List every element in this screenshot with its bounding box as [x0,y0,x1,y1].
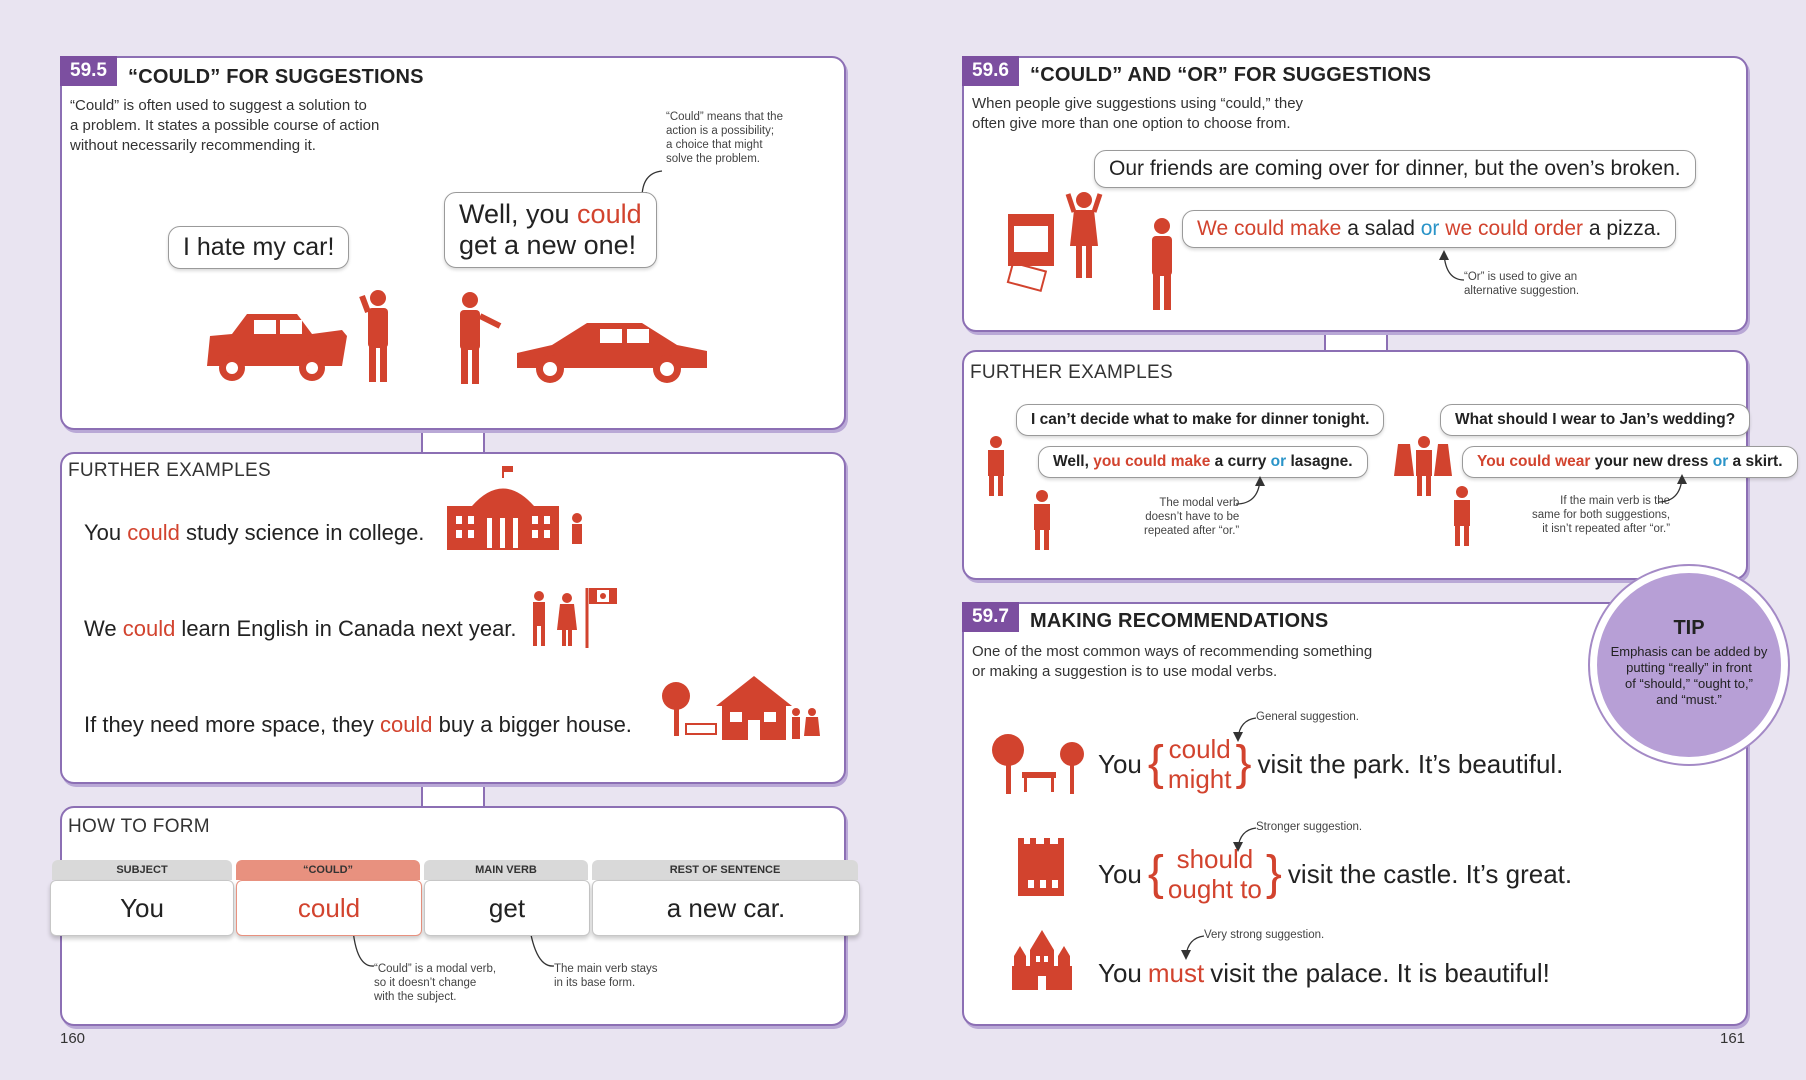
section-number: 59.7 [962,602,1019,632]
speech-bubble: Well, you could get a new one! [444,192,657,268]
intro-text: When people give suggestions using “could,” they often give more than one option to choose from. [972,95,1304,132]
speech-bubble: Our friends are coming over for dinner, but the oven’s broken. [1094,150,1696,188]
broken-oven-icon [1004,208,1064,298]
puzzle-piece-subject: You [50,880,234,936]
castle-icon [1014,834,1074,904]
arrow-icon [1434,246,1474,296]
annotation-note: General suggestion. [1256,711,1359,723]
annotation-note: The main verb stays in its base form. [554,963,658,989]
section-heading: FURTHER EXAMPLES [68,460,271,481]
person-icon [452,290,502,390]
annotation-note: Stronger suggestion. [1256,821,1363,833]
travelers-with-flag-icon [527,586,627,666]
speech-bubble: I can’t decide what to make for dinner tonight. [1016,404,1384,436]
recommendation-row: You { could might } visit the park. It’s beautiful. [1098,734,1564,794]
further-examples-panel [60,452,846,784]
example-sentence: If they need more space, they could buy a bigger house. [84,712,632,737]
tip-text: Emphasis can be added by putting “really” in front of “should,” “ought to,” and “must.” [1610,644,1768,707]
annotation-note: If the main verb is the same for both suggestions, it isn’t repeated after “or.” [1532,495,1671,535]
section-number: 59.6 [962,56,1019,86]
person-icon [1142,216,1182,316]
park-icon [990,730,1090,800]
intro-text: “Could” is often used to suggest a solution to a problem. It states a possible course of action without necessarily recommending it. [70,97,380,154]
page-number: 160 [60,1030,86,1047]
annotation-note: The modal verb doesn’t have to be repeated after “or.” [1144,497,1240,537]
example-sentence: We could learn English in Canada next year. [84,616,517,641]
frustrated-person-icon [358,288,398,388]
arrow-icon [1232,472,1272,512]
college-building-icon [442,466,582,556]
column-tab-could: “COULD” [236,860,420,880]
person-icon [1444,482,1484,552]
tip-title: TIP [1673,617,1705,639]
person-icon [1024,486,1064,556]
new-car-icon [512,313,712,383]
speech-bubble: You could wear your new dress or a skirt. [1462,446,1798,478]
column-tab-main-verb: MAIN VERB [424,860,588,880]
section-number: 59.5 [60,56,117,86]
annotation-note: “Could” is a modal verb, so it doesn’t change with the subject. [374,963,497,1003]
speech-bubble: Well, you could make a curry or lasagne. [1038,446,1368,478]
house-family-icon [646,676,826,756]
recommendation-row: You must visit the palace. It is beautiful! [1098,958,1550,988]
tip-circle [1590,566,1788,764]
section-title: “COULD” FOR SUGGESTIONS [128,66,424,88]
modal-options: should ought to [1167,844,1262,904]
section-59-6-panel [962,56,1748,332]
annotation-note: Very strong suggestion. [1204,929,1325,941]
example-sentence: You could study science in college. [84,520,425,545]
annotation-note: “Could” means that the action is a possibility; a choice that might solve the problem. [666,111,783,165]
page-number: 161 [1720,1030,1746,1047]
puzzle-piece-rest: a new car. [592,880,860,936]
arrow-icon [1654,470,1694,510]
speech-bubble: We could make a salad or we could order a pizza. [1182,210,1676,248]
speech-bubble: What should I wear to Jan’s wedding? [1440,404,1750,436]
further-examples-panel [962,350,1783,580]
modal-options: could might [1167,734,1232,794]
section-heading: HOW TO FORM [68,816,210,837]
section-59-5-panel [60,56,846,430]
puzzle-piece-main-verb: get [424,880,590,936]
palace-icon [1008,926,1078,996]
section-title: “COULD” AND “OR” FOR SUGGESTIONS [1030,64,1432,86]
worried-person-icon [1064,188,1104,288]
recommendation-row: You { should ought to } visit the castle. It’s great. [1098,844,1573,904]
chef-person-icon [978,432,1018,502]
speech-bubble: I hate my car! [168,226,349,269]
puzzle-piece-could: could [236,880,422,936]
annotation-note: “Or” is used to give an alternative suggestion. [1464,271,1580,297]
column-tab-subject: SUBJECT [52,860,232,880]
section-heading: FURTHER EXAMPLES [970,362,1173,383]
broken-car-icon [202,306,352,386]
intro-text: One of the most common ways of recommending something or making a suggestion is to use modal verbs. [972,643,1373,680]
column-tab-rest-of-sentence: REST OF SENTENCE [592,860,858,880]
section-title: MAKING RECOMMENDATIONS [1030,610,1329,632]
